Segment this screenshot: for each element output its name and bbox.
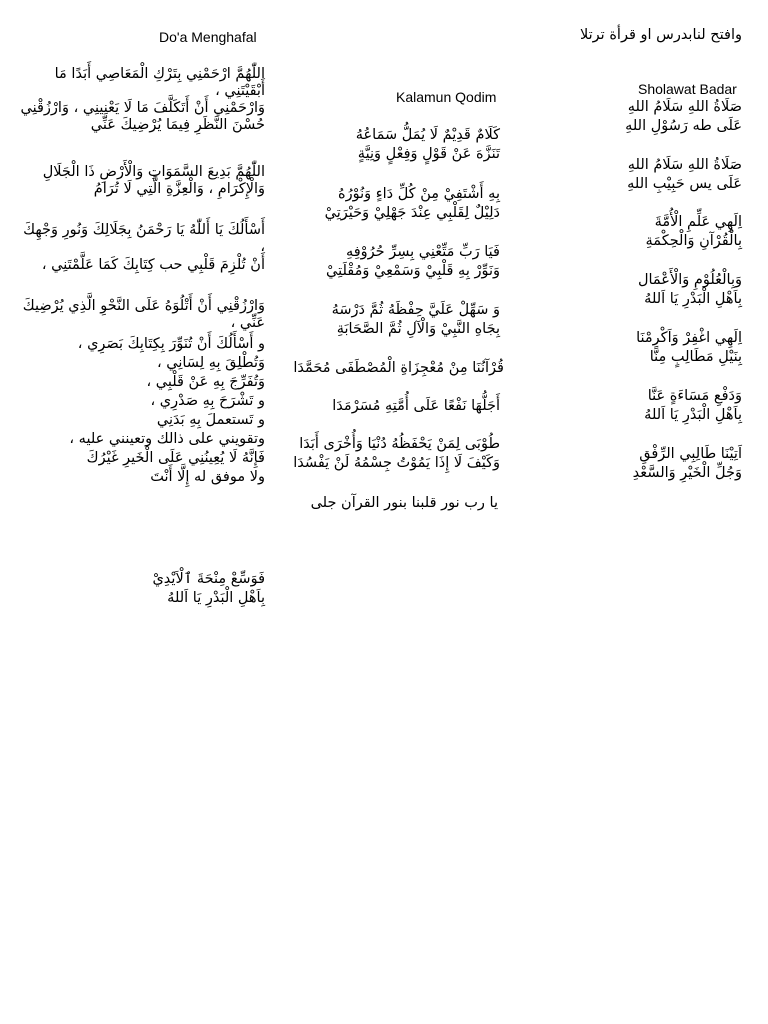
left-para-6: وَارْزُقْنِي أَنْ أَتْلُوَهُ عَلَى النَّحْوِ الَّذِي يُرْضِيكَ عَنِّي ،	[22, 298, 265, 331]
right-stanza-5-line-2: بِنَيْلِ مَطَالِبٍ مِنَّا	[649, 349, 742, 365]
middle-stanza-2-line-1: بِهِ أَشْتَفِيْ مِنْ كُلِّ دَاءٍ وَنُوْرُهُ	[338, 186, 500, 202]
right-stanza-6-line-2: بِاَهْلِ الْبَدْرِ يَا اَللهُ	[644, 407, 742, 423]
middle-stanza-1-line-2: تَنَزَّهَ عَنْ قَوْلٍ وَفِعْلٍ وَنِيَّةٍ	[357, 146, 500, 162]
right-stanza-2-line-1: صَلَاةُ اللهِ سَلَامُ اللهِ	[627, 157, 742, 173]
left-para-9: وَتُفَرِّجَ بِهِ عَنْ قَلْبِي ،	[146, 374, 265, 390]
middle-stanza-7-line-2: وَكَيْفَ لَا إِذَا يَمُوْتُ جِسْمُهُ لَنْ يَفْسُدَا	[293, 455, 500, 471]
left-column-heading: Do'a Menghafal	[159, 29, 257, 45]
middle-stanza-1-line-1: كَلَامٌ قَدِيْمٌ لَا يُمَلُّ سَمَاعُهُ	[355, 127, 500, 143]
middle-stanza-2-line-2: دَلِيْلٌ لِقَلْبِي عِنْدَ جَهْلِيْ وَحَيْرَتِيْ	[324, 205, 500, 221]
left-para-3: اللّٰهُمَّ بَدِيعَ السَّمَوَاتِ وَالْأَرْضِ ذَا الْجَلَالِ وَالْإِكْرَامِ ، وَالْعِزَّةِ الَّتِي لَا تُرَامُ	[42, 164, 265, 197]
right-top-text: وافتح لنابدرس او قرأة ترتلا	[579, 27, 742, 43]
left-para-1: اللّٰهُمَّ ارْحَمْنِي بِتَرْكِ الْمَعَاصِي أَبَدًا مَا أَبْقَيْتَنِي ،	[54, 66, 265, 99]
right-stanza-1-line-2: عَلَى طه رَسُوْلِ اللهِ	[625, 118, 742, 134]
right-stanza-5-line-1: اِلَهِي اغْفِرْ وَاَكْرِمْنَا	[636, 330, 742, 346]
left-closing-line-2: بِاَهْلِ الْبَدْرِ يَا اَللهُ	[167, 590, 265, 606]
middle-stanza-6-line-1: أَجَلُّهَا نَفْعًا عَلَى أُمَّتِهِ مُسَرْمَدَا	[332, 398, 500, 414]
middle-column-heading: Kalamun Qodim	[396, 89, 497, 105]
right-stanza-3-line-1: اِلَهِي عَلِّمِ الْأُمَّةَ	[654, 214, 742, 230]
left-para-5: أَنْ تُلْزِمَ قَلْبِي حب كِتَابِكَ كَمَا عَلَّمْتَنِي ،	[41, 257, 265, 273]
left-closing-line-1: فَوَسِّعْ مِنْحَةَ ٱلْاَيْدِيْ	[152, 571, 265, 587]
left-para-8: وَتُطْلِقَ بِهِ لِسَانِي ،	[156, 355, 265, 371]
middle-stanza-5-line-1: قُرْآنُنَا مِنْ مُعْجِزَاةِ الْمُصْطَفَى مُحَمَّدَا	[293, 360, 504, 376]
left-para-11: و تَستعملَ بِهِ بَدَنِي	[156, 412, 265, 428]
left-para-7: و أَسْأَلُكَ أَنْ تُنَوِّرَ بِكِتَابِكَ بَصَرِي ،	[77, 336, 265, 352]
right-stanza-3-line-2: بِالْقُرْآنِ وَالْحِكْمَةِ	[645, 233, 742, 249]
left-para-12: وتقويني على ذالك وتعينني عليه ،	[69, 431, 265, 447]
right-stanza-4-line-1: وَبِالْعُلُوْمِ وَالْأَعْمَال	[637, 272, 742, 288]
middle-stanza-8-line-1: يا رب نور قلبنا بنور القرآن جلى	[310, 495, 498, 511]
left-para-2: وَارْحَمْنِي أَنْ أَتَكَلَّفَ مَا لَا يَعْنِينِي ، وَارْزُقْنِي حُسْنَ النَّظَرِ فِيمَا يُرْضِيكَ عَنِّي	[20, 100, 265, 133]
left-para-13: فَإِنَّهُ لَا يُعِينُنِي عَلَى الْخَيرِ غَيْرُكَ	[86, 450, 265, 466]
left-para-4: أَسْأَلُكَ يَا أَللّٰهُ يَا رَحْمَنُ بِجَلَالِكَ وَنُورِ وَجْهِكَ ،	[23, 222, 265, 255]
middle-stanza-4-line-2: بِجَاهِ النَّبِيْ وَالْآلِ ثُمَّ الصَّحَابَةِ	[336, 321, 500, 337]
left-para-14: ولا موفق له إِلَّا أَنْتَ	[150, 469, 265, 485]
middle-stanza-3-line-2: وَنَوِّرْ بِهِ قَلْبِيْ وَسَمْعِيْ وَمُقْلَتِيْ	[326, 263, 500, 279]
right-stanza-7-line-1: اَتِيْنَا طَالِبِي الرِّفْقِ	[639, 446, 742, 462]
right-stanza-2-line-2: عَلَى يس حَبِيْبِ اللهِ	[627, 176, 742, 192]
right-stanza-6-line-1: وَدَفْعِ مَسَاءَةٍ عَنَّا	[647, 388, 742, 404]
right-column-heading: Sholawat Badar	[638, 81, 737, 97]
middle-stanza-4-line-1: وَ سَهِّلْ عَلَيَّ حِفْظَهُ ثُمَّ دَرْسَهُ	[331, 302, 500, 318]
left-para-10: و تَشْرَحَ بِهِ صَدْرِي ،	[150, 393, 265, 409]
middle-stanza-7-line-1: طُوْبَى لِمَنْ يَحْفَظُهُ دُنْيَا وَأُخْرَى أَبَدَا	[299, 436, 500, 452]
right-stanza-1-line-1: صَلَاةُ اللهِ سَلَامُ اللهِ	[627, 99, 742, 115]
middle-stanza-3-line-1: فَيَا رَبِّ مَتِّعْنِي بِسِرِّ حُرُوْفِهِ	[345, 244, 500, 260]
right-stanza-4-line-2: بِاَهْلِ الْبَدْرِ يَا اَللهُ	[644, 291, 742, 307]
right-stanza-7-line-2: وَجُلِّ الْخَيْرِ وَالسَّعْدِ	[632, 465, 742, 481]
